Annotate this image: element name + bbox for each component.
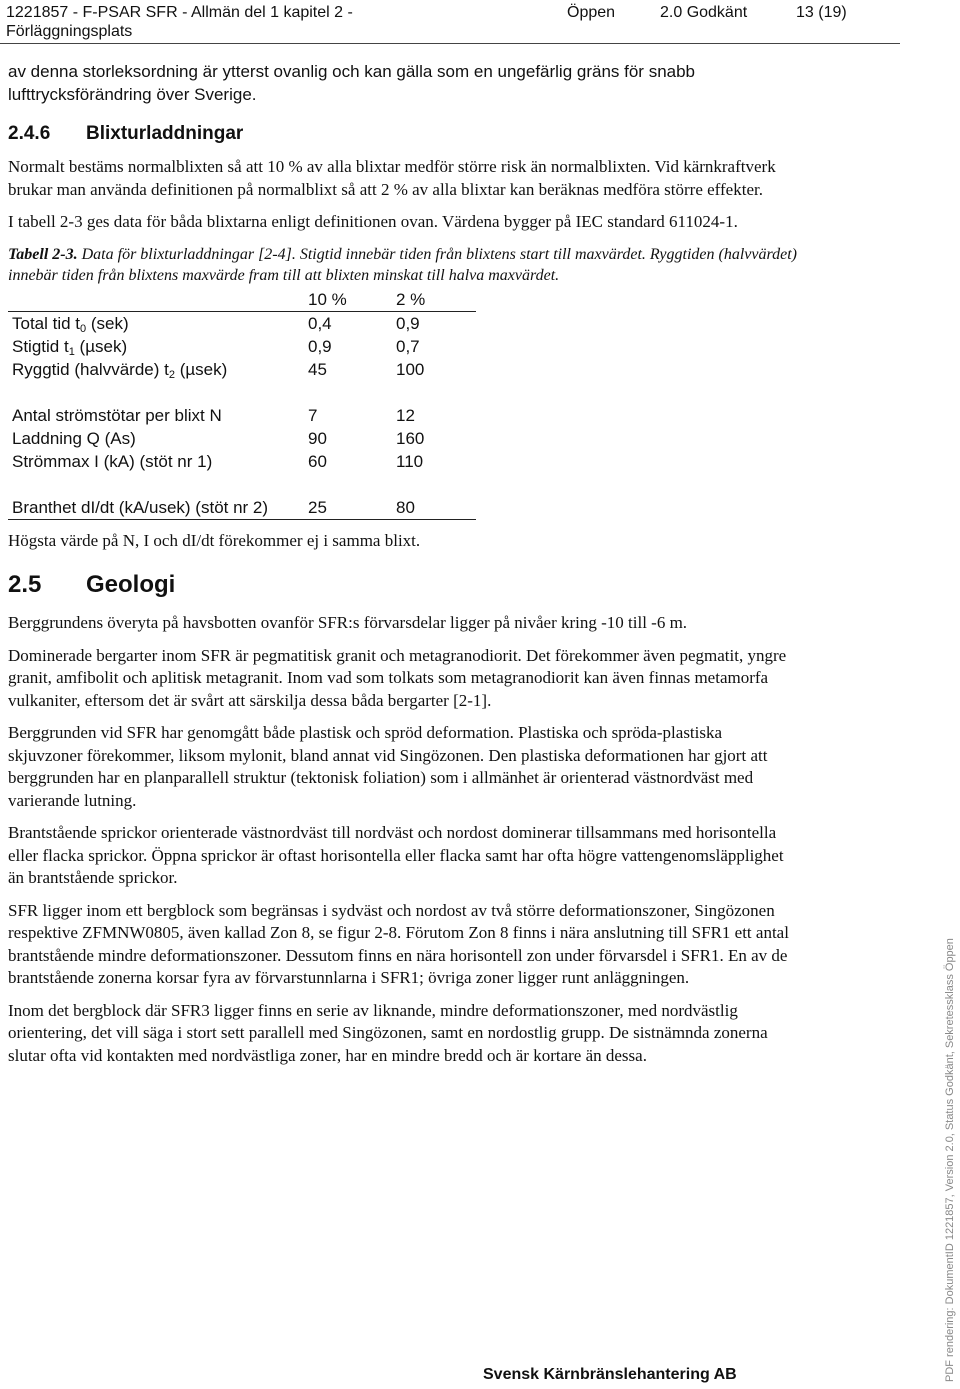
footer-company: Svensk Kärnbränslehantering AB [483, 1366, 737, 1383]
version-status: 2.0 Godkänt [660, 4, 748, 21]
col-header-10pct: 10 % [308, 288, 396, 312]
paragraph: I tabell 2-3 ges data för båda blixtarna enligt definitionen ovan. Värdena bygger på IEC standard 611024-1. [8, 212, 738, 231]
table-row [8, 450, 476, 473]
cell-2pct: 100 [396, 359, 425, 379]
cell-2pct: 0,9 [396, 313, 420, 333]
document-body [8, 61, 798, 1077]
row-label: Total tid $t_0$ (sek) [12, 313, 129, 335]
cell-10pct: 0,4 [308, 313, 332, 333]
page-header [0, 0, 960, 40]
doc-title-line1: 1221857 - F-PSAR SFR - Allmän del 1 kapitel 2 - [6, 4, 353, 21]
table-row [8, 404, 476, 427]
paragraph: Inom det bergblock där SFR3 ligger finns en serie av liknande, mindre deformationszoner, med nordvästlig orientering, det vill säga i stort sett parallell med Singözonen, samt en nordostlig grupp. De sistnämnda zonerna slutar ofta vid kontakten med nordvästliga zoner, har en mindre bredd och är kortare än dessa. [8, 1000, 768, 1065]
lightning-data-table [8, 288, 476, 520]
row-label: Strömmax I (kA) (stöt nr 1) [12, 451, 213, 471]
cell-10pct: 25 [308, 496, 396, 520]
table-spacer-row [8, 473, 476, 496]
paragraph: Normalt bestäms normalblixten så att 10 % av alla blixtar medför större risk än normalblixten. Vid kärnkraftverk brukar man använda definitionen på normalblixt så att 2 % av alla blixtar kan beräknas medföra större effekter. [8, 157, 776, 199]
table-caption-text: Data för blixturladdningar [2-4]. Stigtid innebär tiden från blixtens start till maxvärdet. Ryggtiden (halvvärdet) innebär tiden från blixtens maxvärde fram till att blixten minskat till halva maxvärdet. [8, 245, 797, 284]
cell-2pct: 110 [396, 451, 424, 471]
table-row [8, 496, 476, 520]
cell-10pct: 60 [308, 451, 327, 471]
section-title: Geologi [86, 571, 176, 598]
section-heading-25 [8, 570, 798, 600]
cell-2pct: 0,7 [396, 336, 420, 356]
section-heading-246 [8, 122, 798, 146]
paragraph: Berggrundens överyta på havsbotten ovanför SFR:s förvarsdelar ligger på nivåer kring -10 till -6 m. [8, 613, 688, 632]
page-number: 13 (19) [796, 4, 847, 21]
row-label: Ryggtid (halvvärde) $t_2$ (µsek) [12, 359, 228, 381]
table-row [8, 427, 476, 450]
cell-10pct: 7 [308, 405, 318, 425]
row-label: Stigtid $t_1$ (µsek) [12, 336, 128, 358]
table-row [8, 358, 476, 381]
table-spacer-row [8, 381, 476, 404]
table-caption-label: Tabell 2-3. [8, 245, 78, 263]
cell-10pct: 45 [308, 359, 327, 379]
paragraph: Dominerade bergarter inom SFR är pegmatitisk granit och metagranodiorit. Det förekommer även pegmatit, yngre granit, amfibolit och aplitisk metagranit. Inom vad som tolkats som metagranodiorit kan även finnas metamorfa vulkaniter, eftersom det är svårt att särskilja dessa båda bergarter [2-1]. [8, 645, 787, 710]
row-label: Antal strömstötar per blixt N [12, 405, 222, 425]
header-divider [0, 43, 900, 44]
cell-2pct: 160 [396, 428, 425, 448]
table-row [8, 335, 476, 358]
col-header-2pct: 2 % [396, 288, 476, 312]
row-label: Branthet dI/dt (kA/usek) (stöt nr 2) [8, 496, 308, 520]
table-header-row [8, 288, 476, 312]
cell-10pct: 90 [308, 428, 327, 448]
intro-paragraph: av denna storleksordning är ytterst ovanlig och kan gälla som en ungefärlig gräns för snabb lufttrycksförändring över Sverige. [8, 62, 696, 104]
doc-title-line2: Förläggningsplats [6, 23, 133, 40]
openness-label: Öppen [567, 4, 616, 21]
paragraph: Brantstående sprickor orienterade västnordväst till nordväst och nordost dominerar tillsammans med horisontella eller flacka sprickor. Öppna sprickor är oftast horisontella eller flacka samt har ofta högre vattengenomsläpplighet än brantstående sprickor. [8, 823, 784, 887]
table-note: Högsta värde på N, I och dI/dt förekommer ej i samma blixt. [8, 530, 421, 550]
side-watermark-note: PDF rendering: DokumentID 1221857, Version 2.0, Status Godkänt, Sekretessklass Öppen [944, 938, 956, 1382]
section-title: Blixturladdningar [86, 123, 244, 144]
section-number: 2.4.6 [8, 123, 51, 144]
cell-2pct: 12 [396, 405, 415, 425]
paragraph: SFR ligger inom ett bergblock som begränsas i sydväst och nordost av två större deformationszoner, Singözonen respektive ZFMNW0805, även kallad Zon 8, se figur 2-8. Förutom Zon 8 finns i nära anslutning till SFR1 ett antal brantstående mindre deformationszoner. Dessutom finns en nära horisontell zon under förvarsdel i SFR1. En av de brantstående zonerna korsar fyra av förvarstunnlarna i SFR1; övriga zoner ligger runt anläggningen. [8, 900, 789, 987]
table-row [8, 311, 476, 335]
table-caption [8, 244, 798, 286]
section-number: 2.5 [8, 571, 42, 598]
paragraph: Berggrunden vid SFR har genomgått både plastisk och spröd deformation. Plastiska och spröda-plastiska skjuvzoner förekommer, liksom mylonit, bland annat vid Singözonen. Den plastiska deformationen har gjort att berggrunden har en planparallell struktur (tektonisk foliation) som i allmänhet är orienterad västnordväst med varierande lutning. [8, 723, 768, 810]
row-label: Laddning Q (As) [12, 428, 136, 448]
cell-2pct: 80 [396, 496, 476, 520]
cell-10pct: 0,9 [308, 336, 332, 356]
